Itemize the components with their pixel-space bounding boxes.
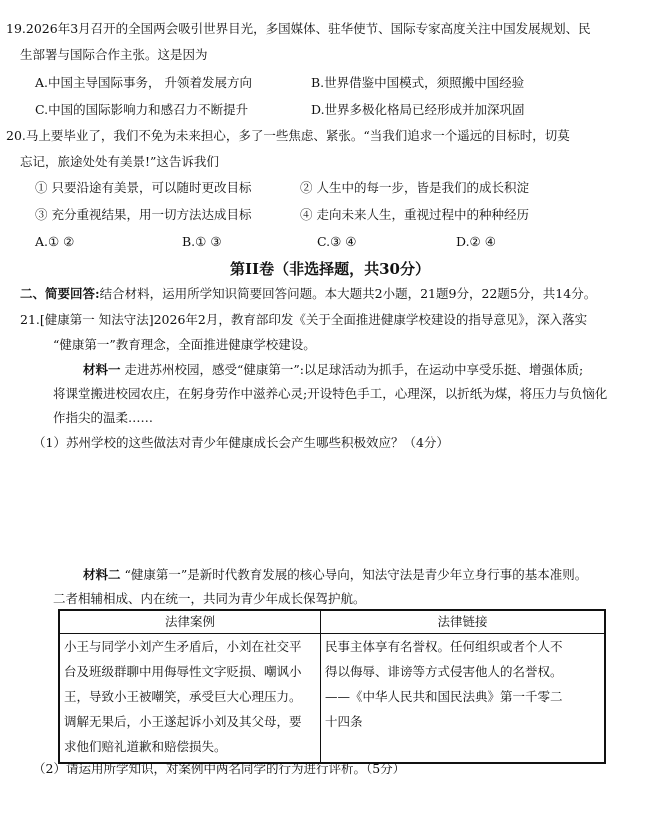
case-cell: [59, 634, 321, 764]
link-line: ——《中华人民共和国民法典》第一千零二: [325, 689, 563, 704]
q20-option-c: C.③ ④: [317, 234, 357, 249]
link-line: 民事主体享有名誉权。任何组织或者个人不: [325, 639, 563, 654]
table-header-row: [59, 610, 605, 634]
material1-line1: [83, 360, 583, 380]
material2-line2: 二者相辅相成、内在统一，共同为青少年成长保驾护航。: [53, 591, 366, 606]
q21-stem-line2: “健康第一”教育理念，全面推进健康学校建设。: [53, 337, 316, 352]
case-line: 求他们赔礼道歉和赔偿损失。: [64, 739, 227, 754]
q19-option-a: A.中国主导国际事务， 升领着发展方向: [35, 75, 252, 90]
material2-text: “健康第一”是新时代教育发展的核心导向，知法守法是青少年立身行事的基本准则。: [120, 567, 588, 582]
table-row: [59, 634, 605, 764]
case-line: 台及班级群聊中用侮辱性文字贬损、嘲讽小: [64, 664, 302, 679]
section-title: 第II卷（非选择题，共30分）: [230, 260, 430, 278]
q19-option-b: B.世界借鉴中国模式，须照搬中国经验: [311, 75, 525, 90]
q21-sub-question-1: （1）苏州学校的这些做法对青少年健康成长会产生哪些积极效应？（4分）: [33, 435, 449, 450]
q20-option-a: A.① ②: [35, 234, 75, 249]
q21-sub-question-2: （2）请运用所学知识，对案例中两名同学的行为进行评析。（5分）: [33, 761, 406, 776]
q21-stem-line1: 21.[健康第一 知法守法]2026年2月，教育部印发《关于全面推进健康学校建设的指导意见》，深入落实: [20, 312, 588, 327]
q20-item-1: ① 只要沿途有美景，可以随时更改目标: [35, 180, 252, 195]
case-line: 王，导致小王被嘲笑，承受巨大心理压力。: [64, 689, 302, 704]
link-line: 十四条: [325, 714, 363, 729]
material2-label: 材料二: [83, 567, 121, 582]
q19-option-d: D.世界多极化格局已经形成并加深巩固: [311, 102, 525, 117]
material1-label: 材料一: [83, 362, 121, 377]
link-line: 得以侮辱、诽谤等方式侵害他人的名誉权。: [325, 664, 563, 679]
material1-line3: 作指尖的温柔……: [53, 410, 154, 425]
q20-stem-line1: 20.马上要毕业了，我们不免为未来担心，多了一些焦虑、紧张。“当我们追求一个遥远的目标时，切莫: [6, 128, 570, 143]
q20-stem-line2: 忘记，旅途处处有美景!”这告诉我们: [20, 154, 219, 169]
case-line: 调解无果后，小王遂起诉小刘及其父母，要: [64, 714, 302, 729]
material2-line1: [83, 565, 587, 585]
q19-stem-line2: 生部署与国际合作主张。这是因为: [20, 47, 208, 62]
q20-item-4: ④ 走向未来人生，重视过程中的种种经历: [300, 207, 529, 222]
case-line: 小王与同学小刘产生矛盾后，小刘在社交平: [64, 639, 302, 654]
material1-text: 走进苏州校园，感受“健康第一”:以足球活动为抓手，在运动中享受乐挺、增强体质;: [120, 362, 584, 377]
section-heading-label: 二、简要回答:: [20, 286, 100, 301]
section-heading: [20, 284, 596, 304]
q20-option-b: B.① ③: [182, 234, 222, 249]
q20-item-3: ③ 充分重视结果，用一切方法达成目标: [35, 207, 252, 222]
material1-line2: 将课堂搬进校园农庄，在躬身劳作中滋养心灵;开设特色手工，心理深，以折纸为煤，将压力与负恼化: [53, 386, 608, 401]
q19-option-c: C.中国的国际影响力和感召力不断提升: [35, 102, 249, 117]
table-header-case: 法律案例: [59, 610, 321, 634]
section-heading-text: 结合材料，运用所学知识简要回答问题。本大题共2小题，21题9分，22题5分，共14分。: [99, 286, 597, 301]
q19-stem-line1: 19.2026年3月召开的全国两会吸引世界目光，多国媒体、驻华使节、国际专家高度关注中国发展规划、民: [6, 21, 591, 36]
q20-item-2: ② 人生中的每一步，皆是我们的成长积淀: [300, 180, 529, 195]
q20-option-d: D.② ④: [456, 234, 496, 249]
link-cell: [321, 634, 606, 764]
legal-case-table: [58, 609, 606, 764]
table-header-link: 法律链接: [321, 610, 606, 634]
